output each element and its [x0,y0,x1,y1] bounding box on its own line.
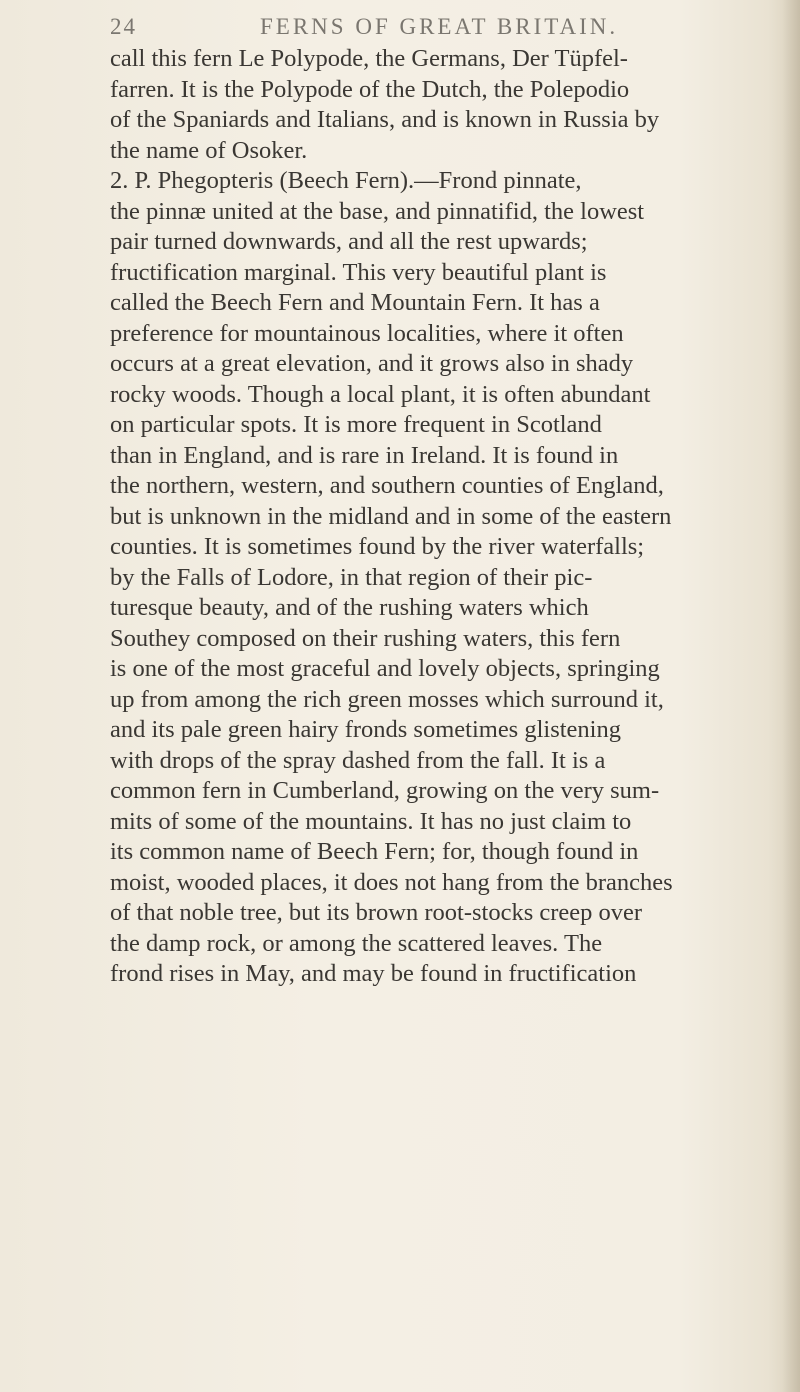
page-number: 24 [110,14,137,39]
paragraph [110,44,758,990]
text-line: common fern in Cumberland, growing on the very sum- [110,777,660,804]
page-edge-shadow [782,0,800,1392]
text-line: up from among the rich green mosses which surround it, [110,685,664,713]
text-line: preference for mountainous localities, where it often [110,319,624,347]
text-line: but is unknown in the midland and in some of the eastern [110,502,672,530]
text-line: farren. It is the Polypode of the Dutch, the Polepodio [110,75,630,103]
text-line: of that noble tree, but its brown root-stocks creep over [110,899,643,926]
text-line: mits of some of the mountains. It has no just claim to [110,807,632,835]
text-line: fructification marginal. This very beautiful plant is [110,258,607,286]
text-line: its common name of Beech Fern; for, though found in [110,838,639,865]
text-line: the pinnæ united at the base, and pinnatifid, the lowest [110,197,645,225]
text-line: by the Falls of Lodore, in that region of their pic- [110,563,593,591]
text-line: the damp rock, or among the scattered leaves. The [110,929,603,957]
running-title: FERNS OF GREAT BRITAIN. [260,14,619,39]
text-line: moist, wooded places, it does not hang from the branches [110,868,673,896]
text-line: frond rises in May, and may be found in fructification [110,960,637,987]
text-line: on particular spots. It is more frequent in Scotland [110,411,602,438]
text-line: of the Spaniards and Italians, and is known in Russia by [110,106,660,133]
text-line: and its pale green hairy fronds sometimes glistening [110,716,621,743]
text-line: rocky woods. Though a local plant, it is often abundant [110,380,651,408]
text-line: call this fern Le Polypode, the Germans, Der Tüpfel- [110,45,628,72]
text-line: turesque beauty, and of the rushing waters which [110,594,589,621]
text-line: pair turned downwards, and all the rest upwards; [110,228,588,255]
text-line: occurs at a great elevation, and it grows also in shady [110,350,634,377]
text-line: called the Beech Fern and Mountain Fern. It has a [110,289,600,316]
text-line: the name of Osoker. [110,136,308,164]
text-line: 2. P. Phegopteris (Beech Fern).—Frond pinnate, [110,167,582,194]
text-line: is one of the most graceful and lovely objects, springing [110,655,660,682]
page-header [110,8,750,48]
text-line: Southey composed on their rushing waters, this fern [110,624,621,652]
text-line: the northern, western, and southern counties of England, [110,472,664,499]
text-line: than in England, and is rare in Ireland. It is found in [110,441,619,469]
text-line: counties. It is sometimes found by the river waterfalls; [110,533,645,560]
text-line: with drops of the spray dashed from the fall. It is a [110,746,606,774]
body-text [110,44,758,990]
